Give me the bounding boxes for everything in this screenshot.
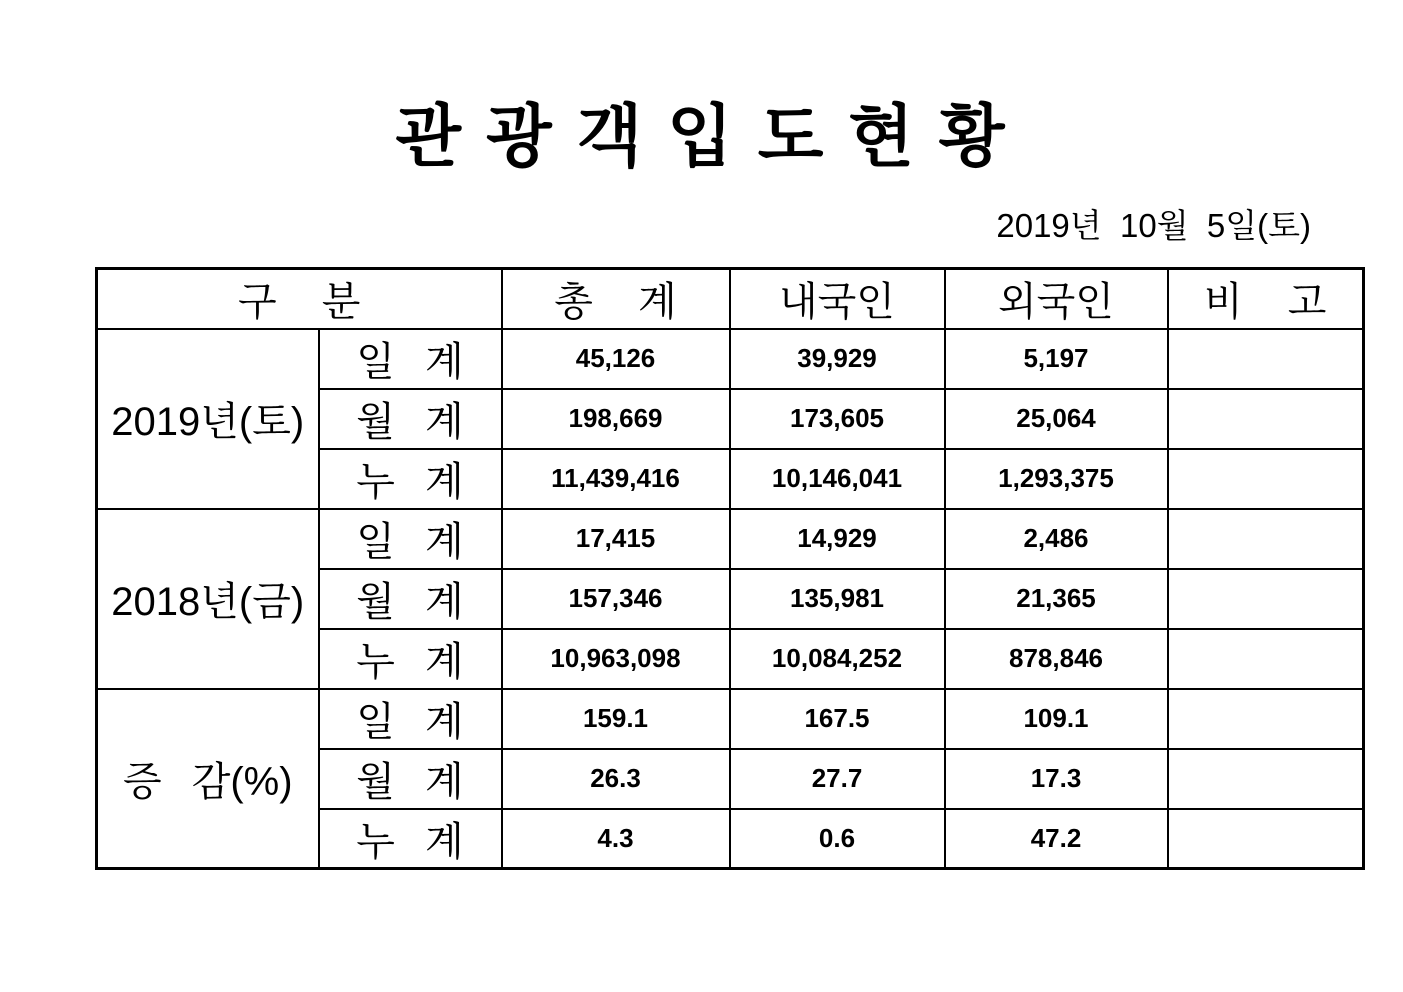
header-total: 총 계	[502, 269, 730, 329]
cell-remarks	[1168, 509, 1364, 569]
row-label: 월 계	[319, 569, 502, 629]
cell-foreigner: 109.1	[945, 689, 1168, 749]
cell-total: 11,439,416	[502, 449, 730, 509]
cell-remarks	[1168, 689, 1364, 749]
cell-foreigner: 878,846	[945, 629, 1168, 689]
tourist-arrivals-table	[95, 267, 1365, 870]
cell-domestic: 27.7	[730, 749, 945, 809]
group-label-change: 증 감(%)	[97, 689, 319, 869]
row-label: 누 계	[319, 809, 502, 869]
cell-total: 198,669	[502, 389, 730, 449]
cell-domestic: 39,929	[730, 329, 945, 389]
cell-domestic: 14,929	[730, 509, 945, 569]
cell-remarks	[1168, 329, 1364, 389]
cell-remarks	[1168, 389, 1364, 449]
cell-domestic: 0.6	[730, 809, 945, 869]
table-row	[97, 509, 1364, 569]
cell-remarks	[1168, 809, 1364, 869]
row-label: 일 계	[319, 329, 502, 389]
cell-domestic: 10,084,252	[730, 629, 945, 689]
row-label: 일 계	[319, 509, 502, 569]
group-label-2018: 2018년(금)	[97, 509, 319, 689]
report-date: 2019년 10월 5일(토)	[996, 207, 1311, 244]
cell-domestic: 167.5	[730, 689, 945, 749]
row-label: 월 계	[319, 749, 502, 809]
cell-foreigner: 25,064	[945, 389, 1168, 449]
cell-remarks	[1168, 449, 1364, 509]
cell-foreigner: 5,197	[945, 329, 1168, 389]
cell-remarks	[1168, 629, 1364, 689]
cell-domestic: 173,605	[730, 389, 945, 449]
header-category: 구 분	[97, 269, 502, 329]
group-label-2019: 2019년(토)	[97, 329, 319, 509]
cell-foreigner: 21,365	[945, 569, 1168, 629]
cell-remarks	[1168, 569, 1364, 629]
cell-total: 45,126	[502, 329, 730, 389]
cell-total: 157,346	[502, 569, 730, 629]
cell-total: 17,415	[502, 509, 730, 569]
table-row	[97, 329, 1364, 389]
cell-total: 10,963,098	[502, 629, 730, 689]
table-row	[97, 689, 1364, 749]
header-remarks: 비 고	[1168, 269, 1364, 329]
cell-total: 4.3	[502, 809, 730, 869]
cell-domestic: 135,981	[730, 569, 945, 629]
cell-domestic: 10,146,041	[730, 449, 945, 509]
row-label: 누 계	[319, 449, 502, 509]
header-domestic: 내국인	[730, 269, 945, 329]
cell-foreigner: 2,486	[945, 509, 1168, 569]
cell-foreigner: 1,293,375	[945, 449, 1168, 509]
cell-foreigner: 47.2	[945, 809, 1168, 869]
page-title: 관 광 객 입 도 현 황	[395, 99, 1008, 175]
cell-remarks	[1168, 749, 1364, 809]
row-label: 누 계	[319, 629, 502, 689]
row-label: 일 계	[319, 689, 502, 749]
cell-total: 26.3	[502, 749, 730, 809]
cell-foreigner: 17.3	[945, 749, 1168, 809]
row-label: 월 계	[319, 389, 502, 449]
cell-total: 159.1	[502, 689, 730, 749]
table-header-row	[97, 269, 1364, 329]
header-foreigner: 외국인	[945, 269, 1168, 329]
